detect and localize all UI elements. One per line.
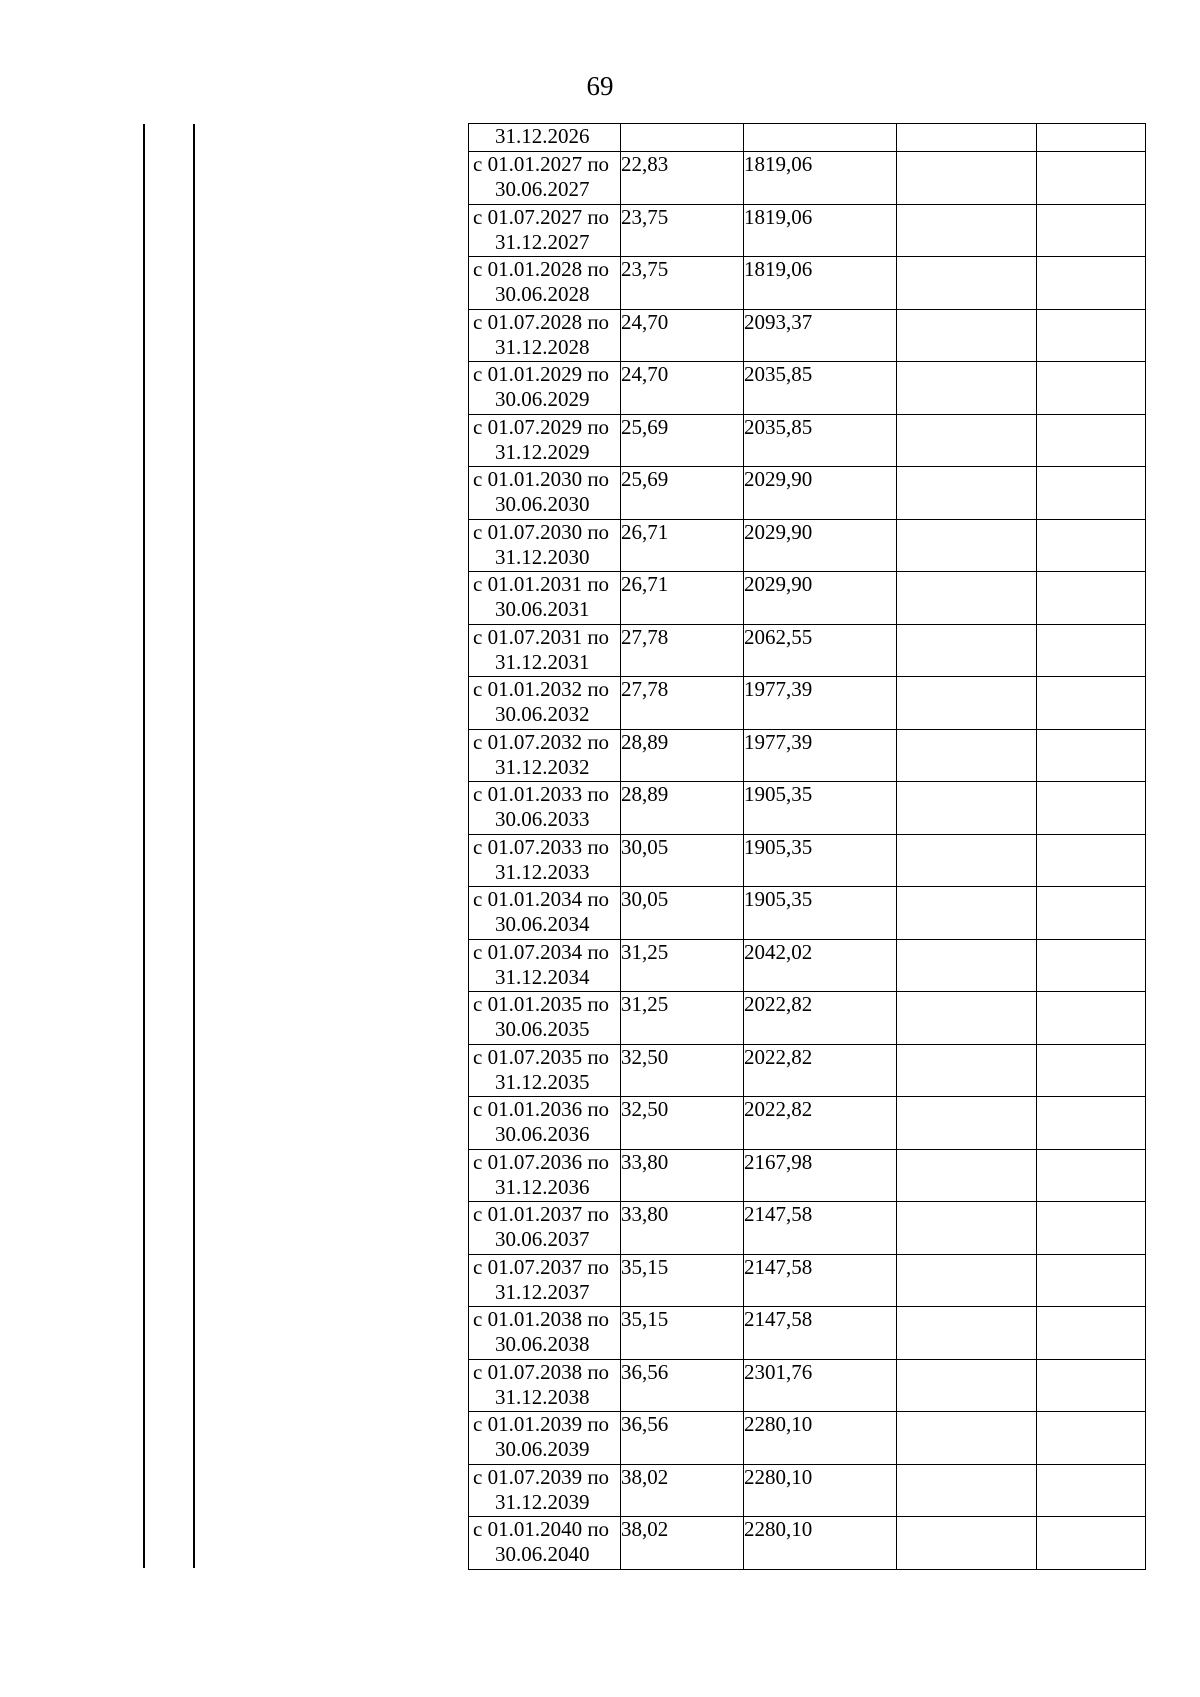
empty-cell — [1037, 887, 1146, 940]
period-cell — [469, 1307, 621, 1360]
period-cell — [469, 152, 621, 205]
period-end: 30.06.2040 — [495, 1542, 590, 1566]
table-row — [469, 1044, 1146, 1097]
period-start: с 01.01.2038 по — [473, 1307, 610, 1331]
period-end: 30.06.2030 — [495, 492, 590, 516]
period-cell — [469, 887, 621, 940]
table-row — [469, 729, 1146, 782]
empty-cell — [897, 467, 1037, 520]
period-cell — [469, 939, 621, 992]
period-end: 31.12.2031 — [495, 649, 590, 674]
sum-cell: 2093,37 — [744, 309, 897, 362]
rate-cell: 25,69 — [621, 467, 744, 520]
table-row — [469, 362, 1146, 415]
rate-cell: 22,83 — [621, 152, 744, 205]
empty-cell — [1037, 124, 1146, 152]
sum-cell: 2167,98 — [744, 1149, 897, 1202]
period-cell — [469, 677, 621, 730]
empty-cell — [897, 152, 1037, 205]
period-cell — [469, 624, 621, 677]
table-row — [469, 887, 1146, 940]
empty-cell — [897, 1517, 1037, 1570]
period-start: с 01.01.2034 по — [473, 887, 610, 911]
empty-cell — [897, 414, 1037, 467]
period-start: с 01.01.2032 по — [473, 677, 610, 701]
period-cell — [469, 362, 621, 415]
period-end: 30.06.2028 — [495, 282, 590, 306]
period-end: 31.12.2030 — [495, 544, 590, 569]
empty-cell — [897, 257, 1037, 310]
empty-cell — [1037, 362, 1146, 415]
period-end: 30.06.2035 — [495, 1017, 590, 1041]
period-end: 30.06.2039 — [495, 1437, 590, 1461]
empty-cell — [1037, 1307, 1146, 1360]
empty-cell — [1037, 414, 1146, 467]
table-row — [469, 309, 1146, 362]
table-row — [469, 519, 1146, 572]
rate-cell: 31,25 — [621, 992, 744, 1045]
sum-cell: 1819,06 — [744, 257, 897, 310]
empty-cell — [897, 677, 1037, 730]
empty-cell — [897, 362, 1037, 415]
period-end: 31.12.2039 — [495, 1489, 590, 1514]
empty-cell — [897, 834, 1037, 887]
rate-cell: 23,75 — [621, 204, 744, 257]
rate-cell: 27,78 — [621, 624, 744, 677]
period-end: 31.12.2033 — [495, 859, 590, 884]
empty-cell — [897, 124, 1037, 152]
period-start: с 01.07.2038 по — [473, 1359, 610, 1384]
empty-cell — [897, 309, 1037, 362]
empty-cell — [1037, 939, 1146, 992]
tariff-table — [468, 123, 1146, 1570]
rate-cell: 35,15 — [621, 1254, 744, 1307]
period-start: с 01.01.2031 по — [473, 572, 610, 596]
left-table-border — [143, 124, 145, 1568]
period-cell — [469, 1149, 621, 1202]
period-start: с 01.01.2028 по — [473, 257, 610, 281]
period-start: с 01.07.2027 по — [473, 204, 610, 229]
table-row — [469, 257, 1146, 310]
period-end: 31.12.2038 — [495, 1384, 590, 1409]
empty-cell — [1037, 467, 1146, 520]
period-cell — [469, 1359, 621, 1412]
period-end: 31.12.2034 — [495, 964, 590, 989]
period-cell — [469, 1202, 621, 1255]
period-cell — [469, 729, 621, 782]
rate-cell: 36,56 — [621, 1359, 744, 1412]
empty-cell — [897, 782, 1037, 835]
sum-cell: 2035,85 — [744, 362, 897, 415]
period-cell — [469, 572, 621, 625]
period-cell — [469, 1044, 621, 1097]
period-start: с 01.01.2035 по — [473, 992, 610, 1016]
sum-cell: 2062,55 — [744, 624, 897, 677]
period-start: с 01.07.2031 по — [473, 624, 610, 649]
empty-cell — [1037, 1202, 1146, 1255]
period-cell — [469, 1517, 621, 1570]
table-row — [469, 992, 1146, 1045]
period-end: 30.06.2037 — [495, 1227, 590, 1251]
sum-cell: 1905,35 — [744, 887, 897, 940]
sum-cell: 2029,90 — [744, 519, 897, 572]
period-cell — [469, 124, 621, 152]
rate-cell: 25,69 — [621, 414, 744, 467]
empty-cell — [897, 1254, 1037, 1307]
empty-cell — [897, 1149, 1037, 1202]
period-end: 30.06.2033 — [495, 807, 590, 831]
page-number: 69 — [586, 71, 614, 101]
period-start: с 01.07.2035 по — [473, 1044, 610, 1069]
rate-cell: 28,89 — [621, 782, 744, 835]
period-start: с 01.07.2032 по — [473, 729, 610, 754]
empty-cell — [897, 1202, 1037, 1255]
empty-cell — [1037, 677, 1146, 730]
sum-cell: 2042,02 — [744, 939, 897, 992]
period-start: с 01.07.2036 по — [473, 1149, 610, 1174]
period-end: 31.12.2028 — [495, 334, 590, 359]
empty-cell — [1037, 624, 1146, 677]
empty-cell — [1037, 152, 1146, 205]
period-start: с 01.01.2027 по — [473, 152, 610, 176]
period-start: с 01.07.2030 по — [473, 519, 610, 544]
table-row — [469, 204, 1146, 257]
table-row — [469, 467, 1146, 520]
rate-cell: 23,75 — [621, 257, 744, 310]
empty-cell — [1037, 782, 1146, 835]
period-end: 30.06.2031 — [495, 597, 590, 621]
period-cell — [469, 782, 621, 835]
rate-cell: 35,15 — [621, 1307, 744, 1360]
table-row — [469, 939, 1146, 992]
table-row — [469, 624, 1146, 677]
period-start: с 01.07.2033 по — [473, 834, 610, 859]
period-start: с 01.01.2039 по — [473, 1412, 610, 1436]
rate-cell: 38,02 — [621, 1464, 744, 1517]
period-start: с 01.07.2039 по — [473, 1464, 610, 1489]
rate-cell: 31,25 — [621, 939, 744, 992]
table-row — [469, 414, 1146, 467]
rate-cell: 30,05 — [621, 834, 744, 887]
empty-cell — [1037, 834, 1146, 887]
table-row — [469, 782, 1146, 835]
table-row — [469, 572, 1146, 625]
empty-cell — [1037, 729, 1146, 782]
rate-cell: 27,78 — [621, 677, 744, 730]
table-row — [469, 1202, 1146, 1255]
table-row — [469, 1254, 1146, 1307]
empty-cell — [1037, 309, 1146, 362]
sum-cell: 2022,82 — [744, 992, 897, 1045]
empty-cell — [1037, 1097, 1146, 1150]
rate-cell: 33,80 — [621, 1202, 744, 1255]
period-start: с 01.07.2034 по — [473, 939, 610, 964]
period-end: 31.12.2029 — [495, 439, 590, 464]
sum-cell: 2280,10 — [744, 1412, 897, 1465]
rate-cell: 33,80 — [621, 1149, 744, 1202]
table-row — [469, 834, 1146, 887]
period-cell — [469, 414, 621, 467]
empty-cell — [897, 939, 1037, 992]
empty-cell — [897, 887, 1037, 940]
table-row — [469, 1359, 1146, 1412]
period-cell — [469, 204, 621, 257]
empty-cell — [897, 1464, 1037, 1517]
empty-cell — [897, 624, 1037, 677]
sum-cell: 2147,58 — [744, 1254, 897, 1307]
empty-cell — [897, 1412, 1037, 1465]
period-cell — [469, 257, 621, 310]
table-row — [469, 1149, 1146, 1202]
table-row — [469, 677, 1146, 730]
rate-cell: 28,89 — [621, 729, 744, 782]
rate-cell: 38,02 — [621, 1517, 744, 1570]
empty-cell — [1037, 572, 1146, 625]
table-row — [469, 1307, 1146, 1360]
period-end: 30.06.2036 — [495, 1122, 590, 1146]
period-end: 31.12.2035 — [495, 1069, 590, 1094]
sum-cell: 2022,82 — [744, 1097, 897, 1150]
empty-cell — [1037, 1359, 1146, 1412]
sum-cell: 2035,85 — [744, 414, 897, 467]
sum-cell: 2280,10 — [744, 1464, 897, 1517]
period-cell — [469, 309, 621, 362]
rate-cell: 32,50 — [621, 1097, 744, 1150]
empty-cell — [1037, 1412, 1146, 1465]
period-cell — [469, 1097, 621, 1150]
period-cell — [469, 467, 621, 520]
table-row — [469, 1464, 1146, 1517]
empty-cell — [897, 992, 1037, 1045]
period-start: с 01.07.2029 по — [473, 414, 610, 439]
period-start: с 01.07.2037 по — [473, 1254, 610, 1279]
period-end: 30.06.2029 — [495, 387, 590, 411]
table-row — [469, 1412, 1146, 1465]
period-end: 31.12.2027 — [495, 229, 590, 254]
sum-cell: 2280,10 — [744, 1517, 897, 1570]
period-start: с 01.01.2030 по — [473, 467, 610, 491]
empty-cell — [897, 1097, 1037, 1150]
period-end: 30.06.2038 — [495, 1332, 590, 1356]
rate-cell: 26,71 — [621, 572, 744, 625]
period-start: с 01.01.2036 по — [473, 1097, 610, 1121]
period-start: с 01.01.2029 по — [473, 362, 610, 386]
table-row — [469, 1517, 1146, 1570]
empty-cell — [1037, 1149, 1146, 1202]
left-table-column-border — [193, 124, 195, 1568]
period-end: 30.06.2027 — [495, 177, 590, 201]
sum-cell: 1905,35 — [744, 782, 897, 835]
empty-cell — [897, 1044, 1037, 1097]
empty-cell — [1037, 1517, 1146, 1570]
empty-cell — [897, 204, 1037, 257]
empty-cell — [1037, 204, 1146, 257]
empty-cell — [897, 1307, 1037, 1360]
rate-cell: 32,50 — [621, 1044, 744, 1097]
period-cell — [469, 1464, 621, 1517]
sum-cell: 1977,39 — [744, 677, 897, 730]
rate-cell: 24,70 — [621, 309, 744, 362]
empty-cell — [897, 572, 1037, 625]
empty-cell — [1037, 1254, 1146, 1307]
period-start: с 01.01.2040 по — [473, 1517, 610, 1541]
table-row — [469, 1097, 1146, 1150]
empty-cell — [1037, 1044, 1146, 1097]
empty-cell — [897, 519, 1037, 572]
period-cell — [469, 834, 621, 887]
empty-cell — [897, 1359, 1037, 1412]
empty-cell — [1037, 519, 1146, 572]
sum-cell — [744, 124, 897, 152]
sum-cell: 2147,58 — [744, 1202, 897, 1255]
period-end: 31.12.2036 — [495, 1174, 590, 1199]
sum-cell: 1905,35 — [744, 834, 897, 887]
rate-cell: 26,71 — [621, 519, 744, 572]
period-start: с 01.01.2033 по — [473, 782, 610, 806]
rate-cell: 36,56 — [621, 1412, 744, 1465]
table-row — [469, 152, 1146, 205]
sum-cell: 2029,90 — [744, 467, 897, 520]
period-end: 31.12.2032 — [495, 754, 590, 779]
sum-cell: 2147,58 — [744, 1307, 897, 1360]
period-cell — [469, 1412, 621, 1465]
table-row — [469, 124, 1146, 152]
empty-cell — [1037, 257, 1146, 310]
empty-cell — [1037, 992, 1146, 1045]
empty-cell — [1037, 1464, 1146, 1517]
sum-cell: 2022,82 — [744, 1044, 897, 1097]
sum-cell: 2301,76 — [744, 1359, 897, 1412]
sum-cell: 2029,90 — [744, 572, 897, 625]
rate-cell: 24,70 — [621, 362, 744, 415]
period-start: с 01.01.2037 по — [473, 1202, 610, 1226]
period-cell — [469, 519, 621, 572]
period-start: с 01.07.2028 по — [473, 309, 610, 334]
rate-cell — [621, 124, 744, 152]
period-end: 31.12.2026 — [495, 124, 590, 148]
period-end: 31.12.2037 — [495, 1279, 590, 1304]
sum-cell: 1977,39 — [744, 729, 897, 782]
rate-cell: 30,05 — [621, 887, 744, 940]
period-end: 30.06.2032 — [495, 702, 590, 726]
sum-cell: 1819,06 — [744, 152, 897, 205]
tariff-table-body — [469, 124, 1146, 1570]
period-cell — [469, 992, 621, 1045]
period-cell — [469, 1254, 621, 1307]
sum-cell: 1819,06 — [744, 204, 897, 257]
period-end: 30.06.2034 — [495, 912, 590, 936]
empty-cell — [897, 729, 1037, 782]
